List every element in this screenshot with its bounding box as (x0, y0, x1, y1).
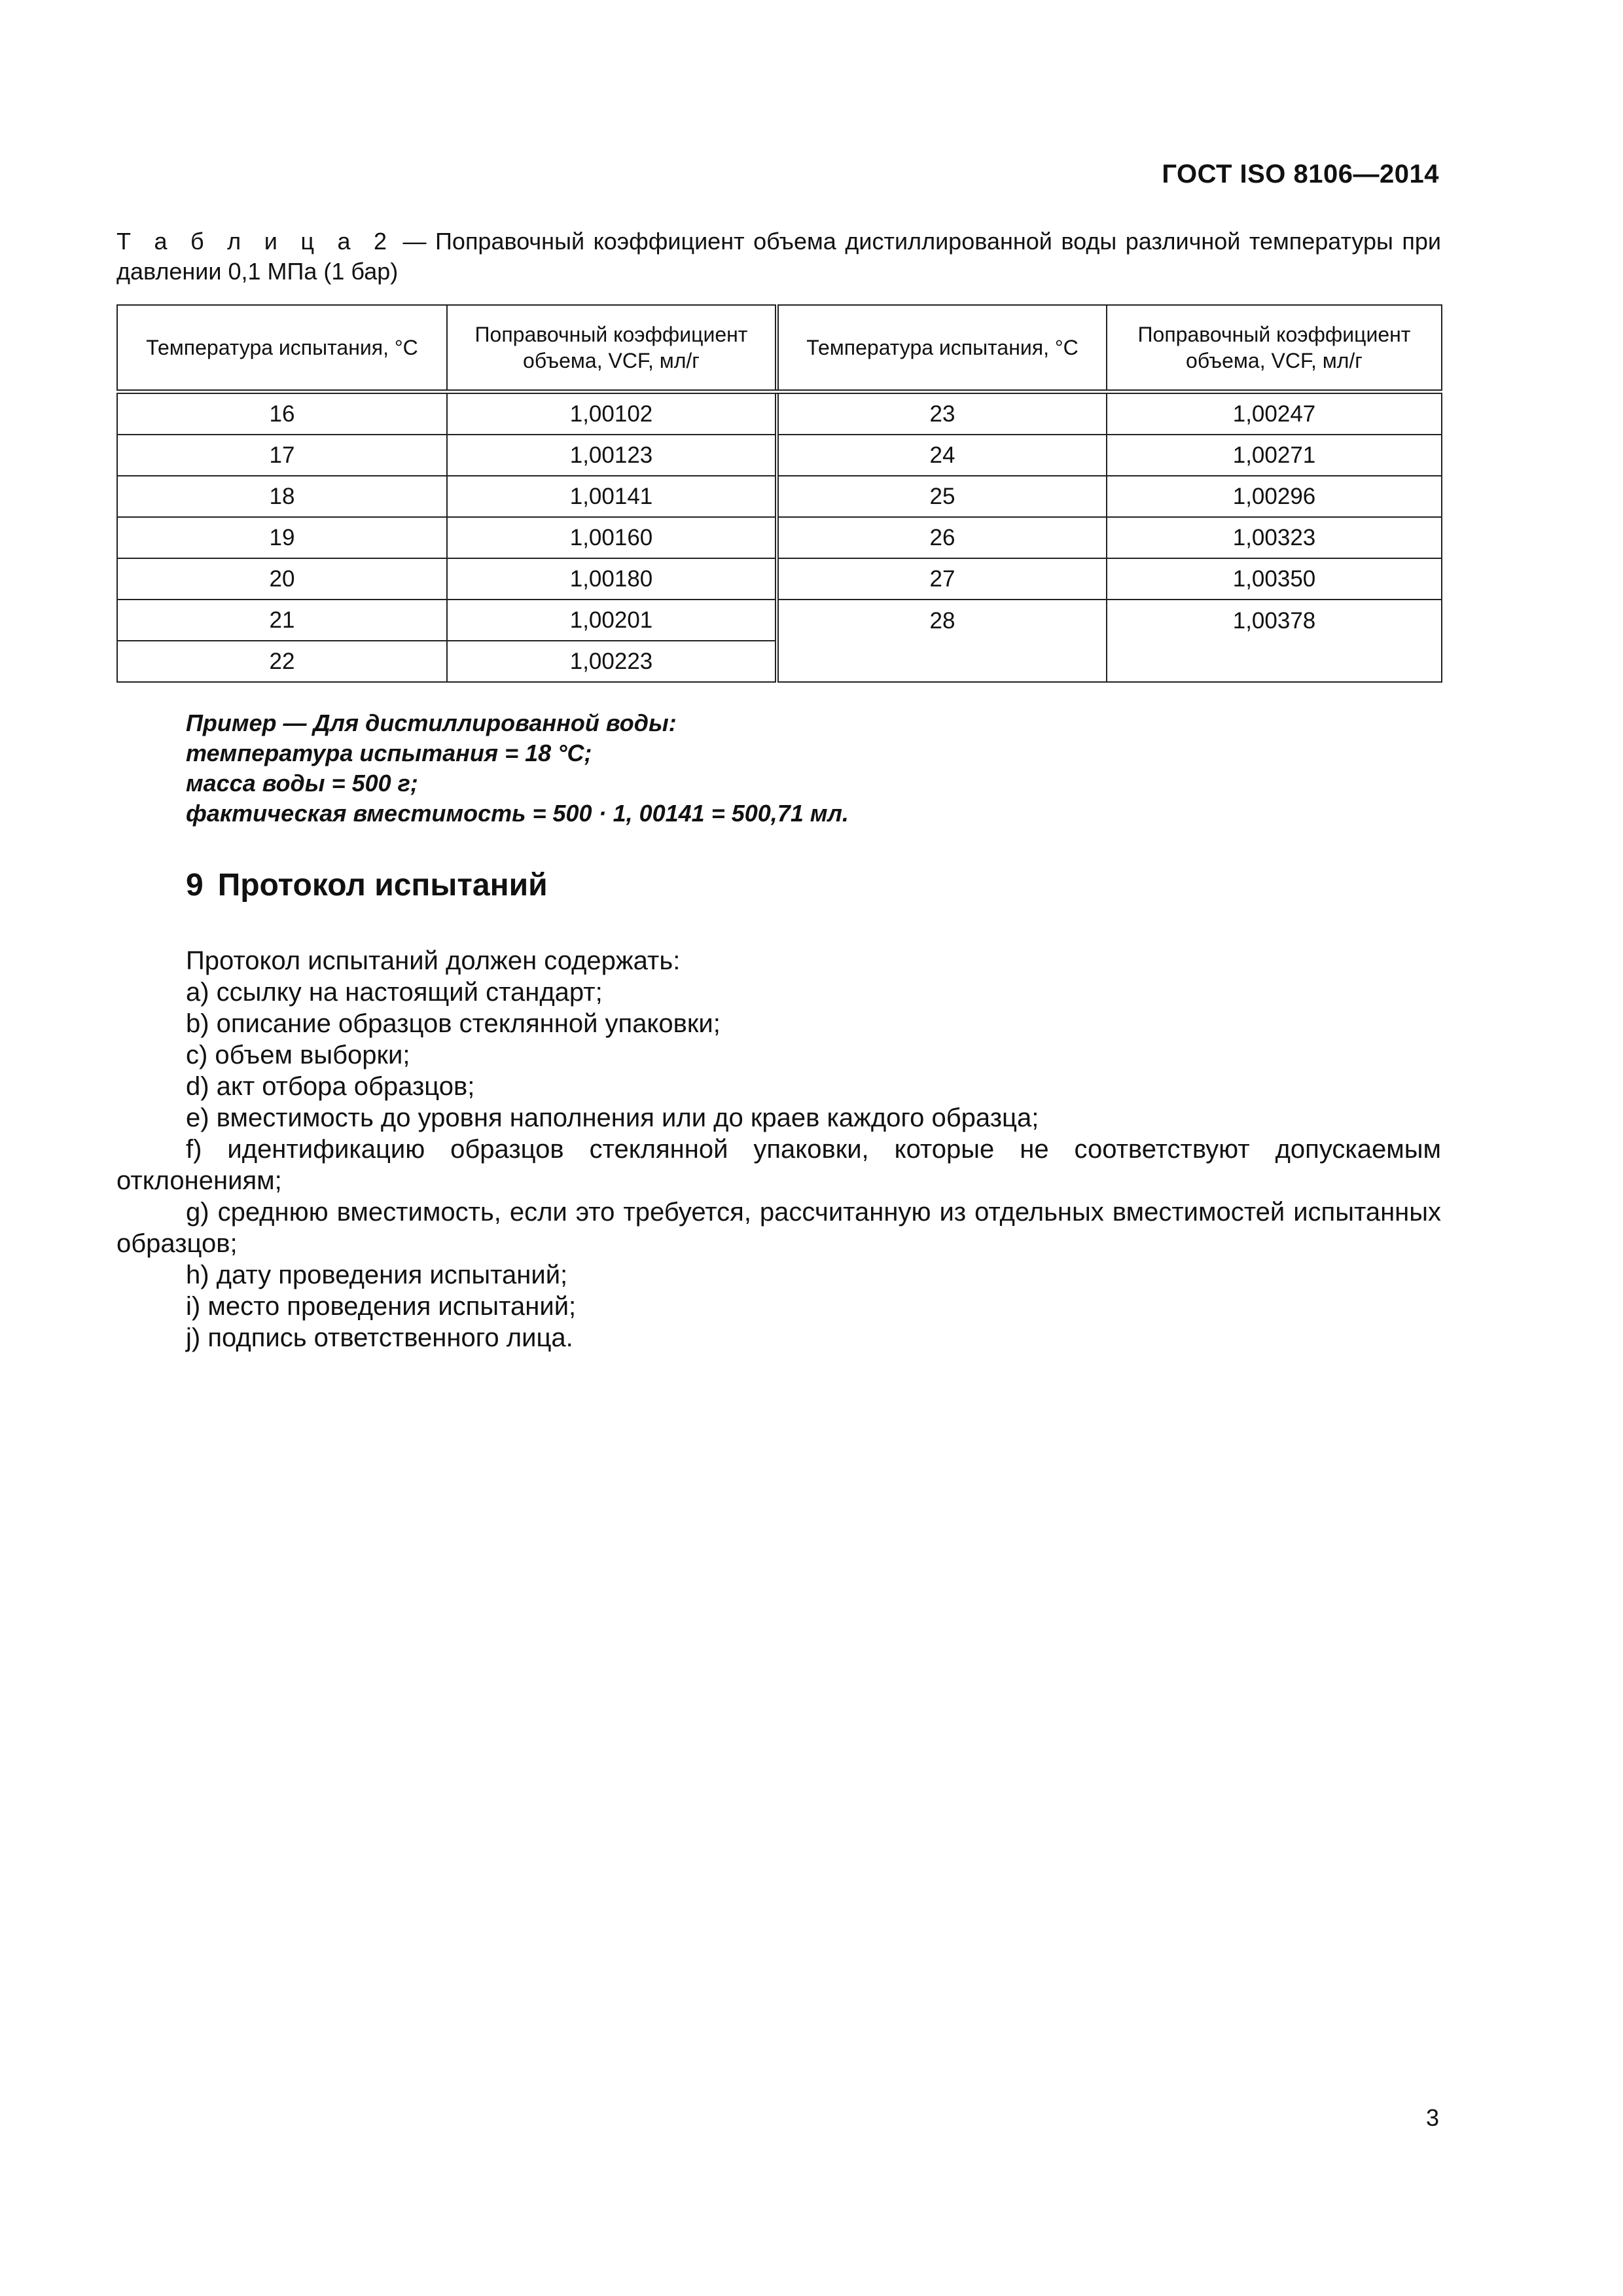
header-temperature-right: Температура испытания, °С (777, 305, 1107, 392)
list-item: f) идентификацию образцов стеклянной упаковки, которые не соответствуют допускаемым отклонениям; (116, 1135, 1441, 1195)
correction-factor-table (116, 304, 1442, 683)
table-row (117, 435, 1442, 476)
coefficient-cell: 1,00323 (1107, 517, 1442, 558)
temperature-cell: 26 (777, 517, 1107, 558)
coefficient-cell: 1,00271 (1107, 435, 1442, 476)
section-title: Протокол испытаний (217, 868, 548, 903)
coefficient-cell: 1,00123 (447, 435, 777, 476)
example-block (186, 708, 849, 829)
header-temperature-left: Температура испытания, °С (117, 305, 447, 392)
list-item: c) объем выборки; (186, 1041, 410, 1069)
temperature-cell: 27 (777, 558, 1107, 600)
document-code-header: ГОСТ ISO 8106—2014 (1162, 160, 1439, 188)
example-line: температура испытания = 18 °С; (186, 740, 592, 766)
list-item: i) место проведения испытаний; (186, 1292, 577, 1321)
section-number: 9 (186, 868, 204, 903)
table-caption-text: — Поправочный коэффициент объема дистиллированной воды различной температуры при давлении 0,1 МПа (1 бар) (116, 228, 1442, 285)
temperature-cell: 28 (777, 600, 1107, 682)
table-row (117, 476, 1442, 517)
temperature-cell: 22 (117, 641, 447, 682)
example-line: масса воды = 500 г; (186, 770, 418, 797)
temperature-cell: 19 (117, 517, 447, 558)
coefficient-cell: 1,00160 (447, 517, 777, 558)
header-coefficient-right: Поправочный коэффициент объема, VCF, мл/г (1107, 305, 1442, 392)
coefficient-cell: 1,00223 (447, 641, 777, 682)
coefficient-cell: 1,00102 (447, 392, 777, 435)
coefficient-cell: 1,00378 (1107, 600, 1442, 682)
intro-paragraph: Протокол испытаний должен содержать: (186, 946, 681, 975)
example-line: фактическая вместимость = 500 · 1, 00141 = 500,71 мл. (186, 800, 849, 827)
table-row (117, 517, 1442, 558)
table-row (117, 600, 1442, 641)
coefficient-cell: 1,00247 (1107, 392, 1442, 435)
header-coefficient-left: Поправочный коэффициент объема, VCF, мл/г (447, 305, 777, 392)
coefficient-cell: 1,00180 (447, 558, 777, 600)
temperature-cell: 24 (777, 435, 1107, 476)
example-line: Пример — Для дистиллированной воды: (186, 709, 677, 736)
list-item: j) подпись ответственного лица. (186, 1323, 573, 1352)
table-row (117, 392, 1442, 435)
temperature-cell: 18 (117, 476, 447, 517)
coefficient-cell: 1,00201 (447, 600, 777, 641)
table-caption (116, 226, 1441, 287)
list-item: b) описание образцов стеклянной упаковки; (186, 1009, 721, 1038)
coefficient-cell: 1,00141 (447, 476, 777, 517)
temperature-cell: 16 (117, 392, 447, 435)
table-header-row (117, 305, 1442, 392)
section-body (116, 945, 1441, 1354)
section-heading (186, 867, 548, 903)
coefficient-cell: 1,00296 (1107, 476, 1442, 517)
table-row (117, 558, 1442, 600)
temperature-cell: 25 (777, 476, 1107, 517)
temperature-cell: 21 (117, 600, 447, 641)
list-item: e) вместимость до уровня наполнения или до краев каждого образца; (186, 1103, 1039, 1132)
coefficient-cell: 1,00350 (1107, 558, 1442, 600)
list-item: h) дату проведения испытаний; (186, 1261, 568, 1289)
list-item: g) среднюю вместимость, если это требуется, рассчитанную из отдельных вместимостей испытанных образцов; (116, 1198, 1441, 1258)
temperature-cell: 17 (117, 435, 447, 476)
list-item: a) ссылку на настоящий стандарт; (186, 978, 603, 1007)
page-number: 3 (1425, 2104, 1439, 2131)
list-item: d) акт отбора образцов; (186, 1072, 475, 1101)
temperature-cell: 20 (117, 558, 447, 600)
table-caption-label: Т а б л и ц а 2 (116, 228, 395, 255)
temperature-cell: 23 (777, 392, 1107, 435)
